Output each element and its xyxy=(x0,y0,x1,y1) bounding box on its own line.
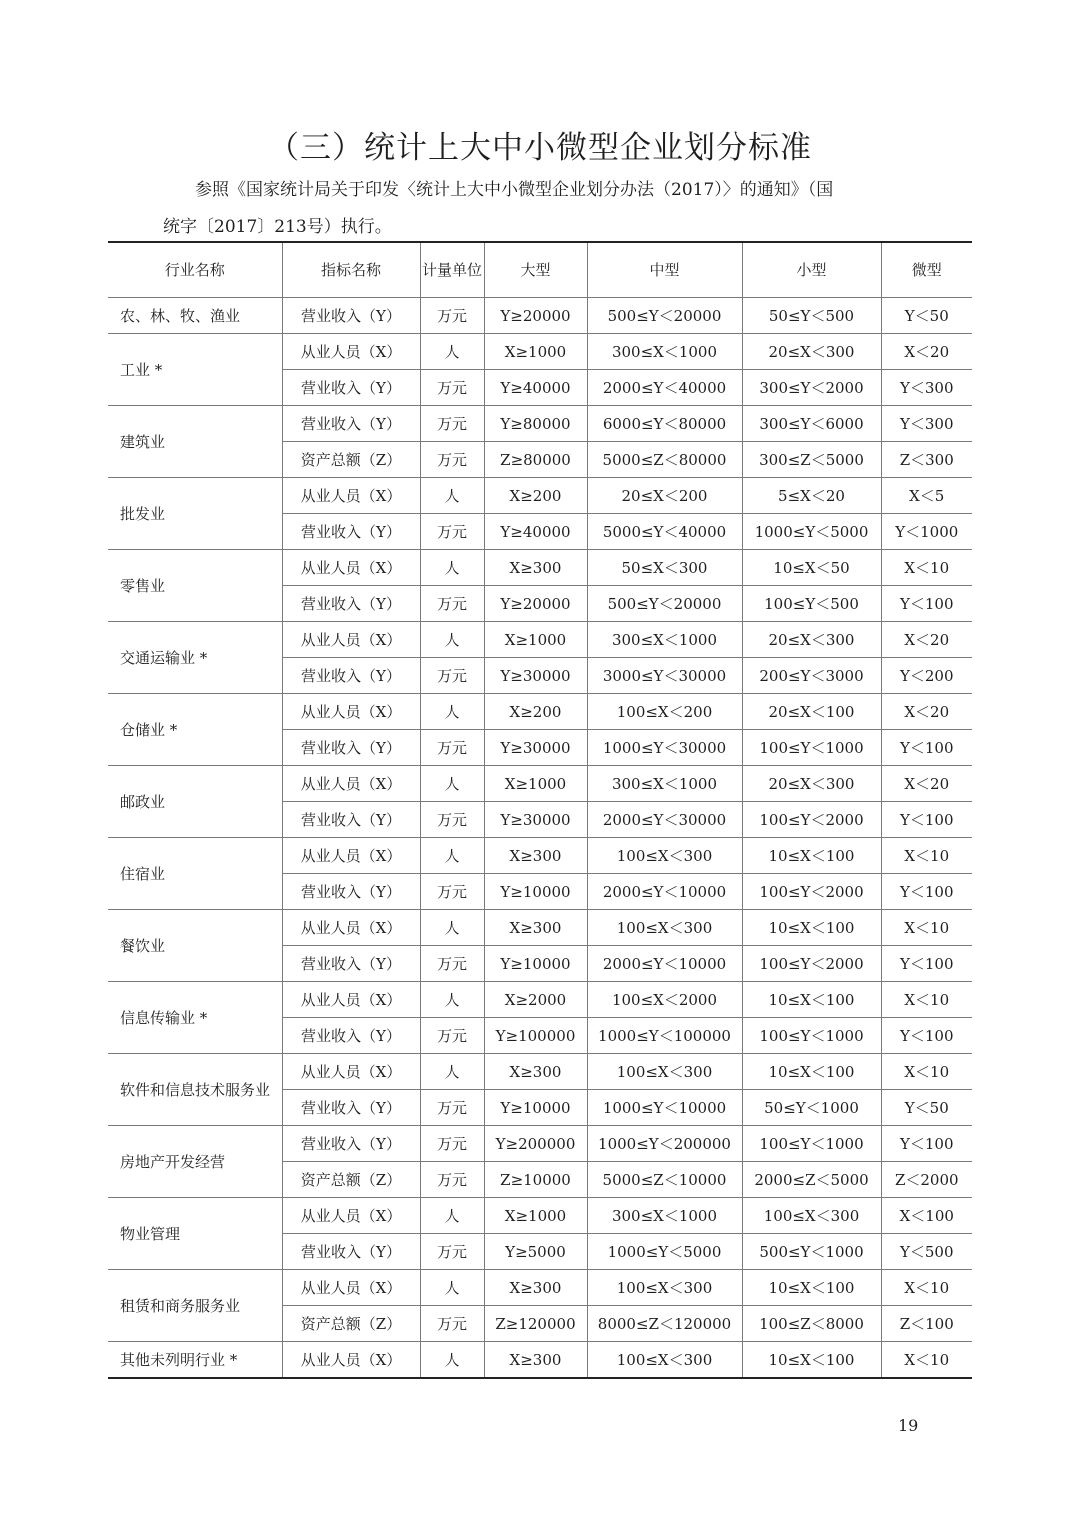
unit-cell: 万元 xyxy=(420,514,484,550)
indicator-cell: 从业人员（X） xyxy=(282,1270,420,1306)
micro-cell: Y＜1000 xyxy=(881,514,972,550)
industry-cell: 邮政业 xyxy=(108,766,282,838)
large-cell: Y≥10000 xyxy=(484,874,587,910)
header-indicator: 指标名称 xyxy=(282,242,420,298)
industry-cell: 仓储业 * xyxy=(108,694,282,766)
medium-cell: 5000≤Z＜80000 xyxy=(587,442,742,478)
table-row xyxy=(108,1342,972,1379)
indicator-cell: 从业人员（X） xyxy=(282,1198,420,1234)
unit-cell: 万元 xyxy=(420,1306,484,1342)
small-cell: 20≤X＜300 xyxy=(742,334,881,370)
medium-cell: 20≤X＜200 xyxy=(587,478,742,514)
large-cell: X≥300 xyxy=(484,1270,587,1306)
unit-cell: 万元 xyxy=(420,1162,484,1198)
micro-cell: Y＜100 xyxy=(881,874,972,910)
table-row xyxy=(108,406,972,442)
table-body xyxy=(108,298,972,1379)
medium-cell: 100≤X＜200 xyxy=(587,694,742,730)
medium-cell: 1000≤Y＜100000 xyxy=(587,1018,742,1054)
indicator-cell: 营业收入（Y） xyxy=(282,730,420,766)
header-small: 小型 xyxy=(742,242,881,298)
table-row xyxy=(108,334,972,370)
unit-cell: 人 xyxy=(420,1054,484,1090)
unit-cell: 万元 xyxy=(420,298,484,334)
indicator-cell: 从业人员（X） xyxy=(282,982,420,1018)
header-industry: 行业名称 xyxy=(108,242,282,298)
unit-cell: 万元 xyxy=(420,730,484,766)
table-row xyxy=(108,1126,972,1162)
industry-cell: 建筑业 xyxy=(108,406,282,478)
small-cell: 10≤X＜100 xyxy=(742,910,881,946)
header-unit: 计量单位 xyxy=(420,242,484,298)
large-cell: Y≥80000 xyxy=(484,406,587,442)
large-cell: X≥300 xyxy=(484,550,587,586)
micro-cell: Y＜300 xyxy=(881,370,972,406)
medium-cell: 500≤Y＜20000 xyxy=(587,586,742,622)
header-large: 大型 xyxy=(484,242,587,298)
small-cell: 100≤X＜300 xyxy=(742,1198,881,1234)
micro-cell: X＜20 xyxy=(881,694,972,730)
small-cell: 100≤Y＜1000 xyxy=(742,1018,881,1054)
micro-cell: Y＜100 xyxy=(881,586,972,622)
large-cell: Y≥5000 xyxy=(484,1234,587,1270)
medium-cell: 5000≤Z＜10000 xyxy=(587,1162,742,1198)
indicator-cell: 资产总额（Z） xyxy=(282,442,420,478)
medium-cell: 2000≤Y＜10000 xyxy=(587,874,742,910)
large-cell: Y≥10000 xyxy=(484,1090,587,1126)
indicator-cell: 营业收入（Y） xyxy=(282,946,420,982)
industry-cell: 工业 * xyxy=(108,334,282,406)
unit-cell: 人 xyxy=(420,622,484,658)
unit-cell: 人 xyxy=(420,766,484,802)
industry-cell: 批发业 xyxy=(108,478,282,550)
table-row xyxy=(108,1198,972,1234)
small-cell: 50≤Y＜1000 xyxy=(742,1090,881,1126)
indicator-cell: 从业人员（X） xyxy=(282,694,420,730)
industry-cell: 其他未列明行业 * xyxy=(108,1342,282,1379)
micro-cell: X＜20 xyxy=(881,766,972,802)
small-cell: 100≤Y＜2000 xyxy=(742,946,881,982)
large-cell: X≥1000 xyxy=(484,766,587,802)
indicator-cell: 营业收入（Y） xyxy=(282,874,420,910)
large-cell: Y≥40000 xyxy=(484,514,587,550)
medium-cell: 100≤X＜300 xyxy=(587,910,742,946)
indicator-cell: 营业收入（Y） xyxy=(282,658,420,694)
large-cell: X≥300 xyxy=(484,910,587,946)
medium-cell: 300≤X＜1000 xyxy=(587,1198,742,1234)
unit-cell: 人 xyxy=(420,550,484,586)
unit-cell: 人 xyxy=(420,694,484,730)
small-cell: 100≤Y＜1000 xyxy=(742,730,881,766)
small-cell: 10≤X＜100 xyxy=(742,838,881,874)
large-cell: X≥1000 xyxy=(484,622,587,658)
micro-cell: X＜5 xyxy=(881,478,972,514)
header-medium: 中型 xyxy=(587,242,742,298)
small-cell: 10≤X＜50 xyxy=(742,550,881,586)
industry-cell: 零售业 xyxy=(108,550,282,622)
medium-cell: 100≤X＜300 xyxy=(587,838,742,874)
unit-cell: 人 xyxy=(420,910,484,946)
micro-cell: Y＜300 xyxy=(881,406,972,442)
small-cell: 5≤X＜20 xyxy=(742,478,881,514)
small-cell: 200≤Y＜3000 xyxy=(742,658,881,694)
small-cell: 20≤X＜300 xyxy=(742,766,881,802)
large-cell: Y≥20000 xyxy=(484,586,587,622)
table-row xyxy=(108,1054,972,1090)
medium-cell: 2000≤Y＜30000 xyxy=(587,802,742,838)
indicator-cell: 资产总额（Z） xyxy=(282,1162,420,1198)
micro-cell: Y＜50 xyxy=(881,298,972,334)
small-cell: 300≤Y＜2000 xyxy=(742,370,881,406)
small-cell: 100≤Y＜2000 xyxy=(742,802,881,838)
indicator-cell: 营业收入（Y） xyxy=(282,1234,420,1270)
medium-cell: 1000≤Y＜5000 xyxy=(587,1234,742,1270)
large-cell: X≥300 xyxy=(484,1342,587,1379)
large-cell: Y≥100000 xyxy=(484,1018,587,1054)
unit-cell: 人 xyxy=(420,478,484,514)
indicator-cell: 营业收入（Y） xyxy=(282,298,420,334)
small-cell: 10≤X＜100 xyxy=(742,982,881,1018)
large-cell: X≥1000 xyxy=(484,334,587,370)
indicator-cell: 营业收入（Y） xyxy=(282,406,420,442)
industry-cell: 农、林、牧、渔业 xyxy=(108,298,282,334)
micro-cell: X＜10 xyxy=(881,550,972,586)
unit-cell: 人 xyxy=(420,1342,484,1379)
industry-cell: 房地产开发经营 xyxy=(108,1126,282,1198)
page-number: 19 xyxy=(898,1416,919,1435)
medium-cell: 50≤X＜300 xyxy=(587,550,742,586)
large-cell: Z≥120000 xyxy=(484,1306,587,1342)
small-cell: 300≤Z＜5000 xyxy=(742,442,881,478)
unit-cell: 万元 xyxy=(420,1018,484,1054)
unit-cell: 万元 xyxy=(420,1234,484,1270)
indicator-cell: 从业人员（X） xyxy=(282,1054,420,1090)
micro-cell: Z＜100 xyxy=(881,1306,972,1342)
indicator-cell: 从业人员（X） xyxy=(282,550,420,586)
micro-cell: X＜10 xyxy=(881,1270,972,1306)
unit-cell: 人 xyxy=(420,838,484,874)
medium-cell: 6000≤Y＜80000 xyxy=(587,406,742,442)
micro-cell: X＜10 xyxy=(881,1342,972,1379)
medium-cell: 100≤X＜300 xyxy=(587,1054,742,1090)
table-row xyxy=(108,1270,972,1306)
intro-line-2: 统字〔2017〕213号）执行。 xyxy=(163,217,392,237)
unit-cell: 万元 xyxy=(420,370,484,406)
large-cell: Y≥10000 xyxy=(484,946,587,982)
large-cell: X≥200 xyxy=(484,694,587,730)
micro-cell: Z＜300 xyxy=(881,442,972,478)
micro-cell: X＜20 xyxy=(881,622,972,658)
unit-cell: 人 xyxy=(420,1270,484,1306)
micro-cell: Y＜100 xyxy=(881,1126,972,1162)
table-row xyxy=(108,766,972,802)
industry-cell: 住宿业 xyxy=(108,838,282,910)
table-header-row xyxy=(108,242,972,298)
unit-cell: 万元 xyxy=(420,658,484,694)
indicator-cell: 从业人员（X） xyxy=(282,622,420,658)
medium-cell: 100≤X＜300 xyxy=(587,1270,742,1306)
table-row xyxy=(108,478,972,514)
indicator-cell: 从业人员（X） xyxy=(282,478,420,514)
table-row xyxy=(108,694,972,730)
large-cell: X≥300 xyxy=(484,838,587,874)
medium-cell: 3000≤Y＜30000 xyxy=(587,658,742,694)
micro-cell: Y＜50 xyxy=(881,1090,972,1126)
medium-cell: 1000≤Y＜200000 xyxy=(587,1126,742,1162)
micro-cell: X＜10 xyxy=(881,838,972,874)
indicator-cell: 资产总额（Z） xyxy=(282,1306,420,1342)
large-cell: X≥1000 xyxy=(484,1198,587,1234)
indicator-cell: 营业收入（Y） xyxy=(282,1126,420,1162)
medium-cell: 300≤X＜1000 xyxy=(587,766,742,802)
unit-cell: 万元 xyxy=(420,586,484,622)
indicator-cell: 从业人员（X） xyxy=(282,910,420,946)
industry-cell: 信息传输业 * xyxy=(108,982,282,1054)
small-cell: 300≤Y＜6000 xyxy=(742,406,881,442)
micro-cell: X＜20 xyxy=(881,334,972,370)
medium-cell: 100≤X＜2000 xyxy=(587,982,742,1018)
indicator-cell: 营业收入（Y） xyxy=(282,586,420,622)
unit-cell: 万元 xyxy=(420,406,484,442)
enterprise-size-table xyxy=(108,241,972,1379)
table-row xyxy=(108,550,972,586)
unit-cell: 人 xyxy=(420,1198,484,1234)
table-row xyxy=(108,622,972,658)
micro-cell: Y＜100 xyxy=(881,730,972,766)
indicator-cell: 营业收入（Y） xyxy=(282,1018,420,1054)
medium-cell: 500≤Y＜20000 xyxy=(587,298,742,334)
micro-cell: Y＜100 xyxy=(881,1018,972,1054)
small-cell: 100≤Y＜500 xyxy=(742,586,881,622)
large-cell: Y≥30000 xyxy=(484,802,587,838)
medium-cell: 5000≤Y＜40000 xyxy=(587,514,742,550)
unit-cell: 万元 xyxy=(420,874,484,910)
small-cell: 20≤X＜100 xyxy=(742,694,881,730)
medium-cell: 300≤X＜1000 xyxy=(587,334,742,370)
indicator-cell: 营业收入（Y） xyxy=(282,1090,420,1126)
small-cell: 10≤X＜100 xyxy=(742,1342,881,1379)
table-row xyxy=(108,982,972,1018)
medium-cell: 2000≤Y＜40000 xyxy=(587,370,742,406)
indicator-cell: 从业人员（X） xyxy=(282,766,420,802)
micro-cell: X＜10 xyxy=(881,910,972,946)
table-row xyxy=(108,298,972,334)
industry-cell: 交通运输业 * xyxy=(108,622,282,694)
small-cell: 20≤X＜300 xyxy=(742,622,881,658)
large-cell: Y≥40000 xyxy=(484,370,587,406)
header-micro: 微型 xyxy=(881,242,972,298)
large-cell: Y≥20000 xyxy=(484,298,587,334)
small-cell: 100≤Y＜1000 xyxy=(742,1126,881,1162)
medium-cell: 300≤X＜1000 xyxy=(587,622,742,658)
micro-cell: Z＜2000 xyxy=(881,1162,972,1198)
large-cell: Y≥30000 xyxy=(484,658,587,694)
indicator-cell: 营业收入（Y） xyxy=(282,802,420,838)
small-cell: 100≤Z＜8000 xyxy=(742,1306,881,1342)
large-cell: Z≥80000 xyxy=(484,442,587,478)
unit-cell: 万元 xyxy=(420,442,484,478)
micro-cell: Y＜500 xyxy=(881,1234,972,1270)
medium-cell: 1000≤Y＜30000 xyxy=(587,730,742,766)
unit-cell: 万元 xyxy=(420,802,484,838)
small-cell: 2000≤Z＜5000 xyxy=(742,1162,881,1198)
indicator-cell: 从业人员（X） xyxy=(282,334,420,370)
medium-cell: 2000≤Y＜10000 xyxy=(587,946,742,982)
indicator-cell: 营业收入（Y） xyxy=(282,514,420,550)
micro-cell: Y＜200 xyxy=(881,658,972,694)
medium-cell: 100≤X＜300 xyxy=(587,1342,742,1379)
page-title: （三）统计上大中小微型企业划分标准 xyxy=(268,130,812,166)
industry-cell: 租赁和商务服务业 xyxy=(108,1270,282,1342)
large-cell: Z≥10000 xyxy=(484,1162,587,1198)
large-cell: X≥2000 xyxy=(484,982,587,1018)
micro-cell: Y＜100 xyxy=(881,946,972,982)
table-row xyxy=(108,910,972,946)
large-cell: Y≥30000 xyxy=(484,730,587,766)
unit-cell: 万元 xyxy=(420,946,484,982)
small-cell: 10≤X＜100 xyxy=(742,1054,881,1090)
unit-cell: 人 xyxy=(420,982,484,1018)
intro-line-1: 参照《国家统计局关于印发〈统计上大中小微型企业划分办法（2017）〉的通知》（国 xyxy=(195,180,834,200)
large-cell: Y≥200000 xyxy=(484,1126,587,1162)
small-cell: 1000≤Y＜5000 xyxy=(742,514,881,550)
industry-cell: 物业管理 xyxy=(108,1198,282,1270)
small-cell: 50≤Y＜500 xyxy=(742,298,881,334)
micro-cell: Y＜100 xyxy=(881,802,972,838)
micro-cell: X＜100 xyxy=(881,1198,972,1234)
industry-cell: 软件和信息技术服务业 xyxy=(108,1054,282,1126)
micro-cell: X＜10 xyxy=(881,1054,972,1090)
indicator-cell: 营业收入（Y） xyxy=(282,370,420,406)
indicator-cell: 从业人员（X） xyxy=(282,1342,420,1379)
medium-cell: 1000≤Y＜10000 xyxy=(587,1090,742,1126)
unit-cell: 万元 xyxy=(420,1090,484,1126)
unit-cell: 万元 xyxy=(420,1126,484,1162)
unit-cell: 人 xyxy=(420,334,484,370)
medium-cell: 8000≤Z＜120000 xyxy=(587,1306,742,1342)
small-cell: 100≤Y＜2000 xyxy=(742,874,881,910)
micro-cell: X＜10 xyxy=(881,982,972,1018)
large-cell: X≥300 xyxy=(484,1054,587,1090)
small-cell: 10≤X＜100 xyxy=(742,1270,881,1306)
large-cell: X≥200 xyxy=(484,478,587,514)
table-row xyxy=(108,838,972,874)
indicator-cell: 从业人员（X） xyxy=(282,838,420,874)
industry-cell: 餐饮业 xyxy=(108,910,282,982)
small-cell: 500≤Y＜1000 xyxy=(742,1234,881,1270)
